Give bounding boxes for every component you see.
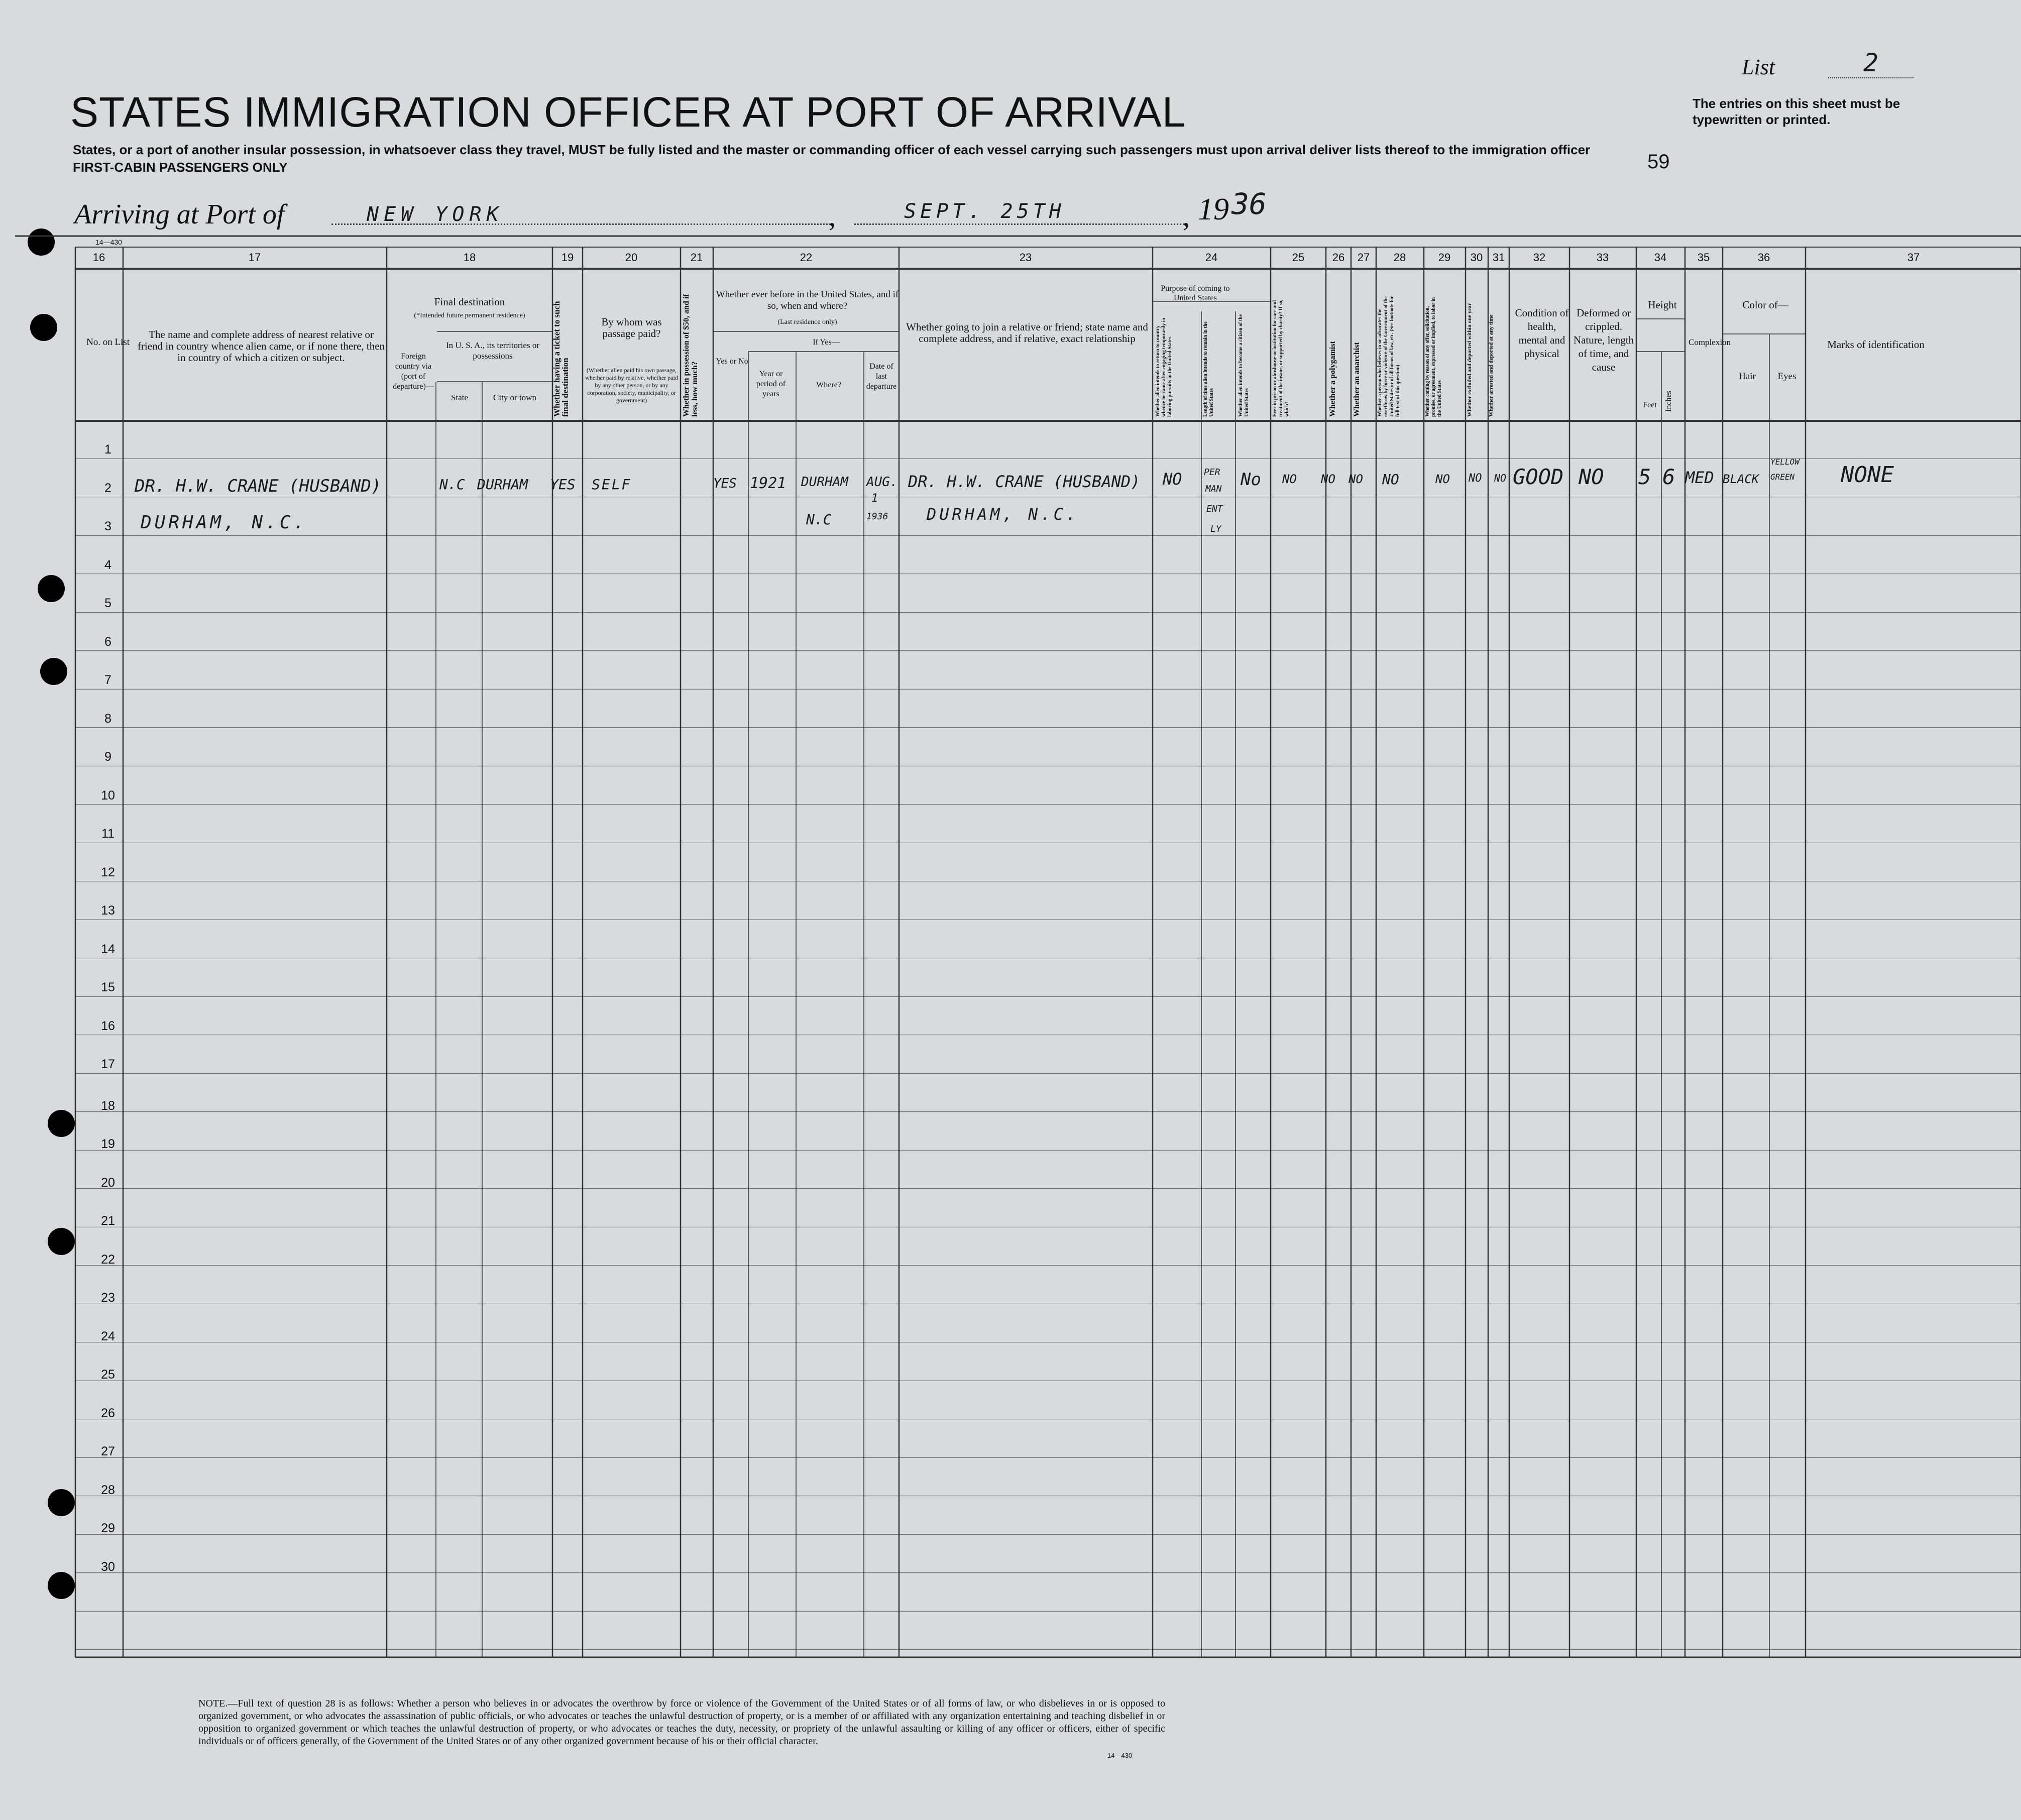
column-number: 37	[1907, 251, 1920, 264]
column-number: 35	[1697, 251, 1710, 264]
entry-return-intent: NO	[1163, 470, 1182, 489]
header-nearest-relative: The name and complete address of nearest relative or friend in country whence alien came, or if none there, then in country of which a citizen or subject.	[137, 328, 385, 364]
header-q30: Whether excluded and deported within one year	[1467, 303, 1473, 417]
header-possession-50: Whether in possession of $50, and if less, how much?	[682, 294, 699, 417]
row-number: 13	[101, 903, 115, 918]
row-number: 22	[101, 1252, 115, 1267]
entry-anarchist: NO	[1349, 472, 1363, 486]
list-number: 2	[1828, 48, 1914, 78]
header-foreign-country: Foreign country via (port of departure)—	[393, 352, 434, 391]
row-number: 15	[101, 980, 115, 994]
arriving-comma: ,	[1183, 201, 1190, 233]
header-by-whom: By whom was passage paid?	[601, 316, 662, 339]
row-number: 19	[101, 1137, 115, 1151]
arriving-date: SEPT. 25TH	[904, 200, 1065, 223]
entry-eyes-line2: GREEN	[1770, 472, 1795, 482]
entry-deformed: NO	[1579, 465, 1604, 489]
entry-marks: NONE	[1841, 462, 1894, 488]
header-ticket: Whether having a ticket to such final destination	[552, 301, 570, 417]
column-number: 19	[561, 251, 574, 264]
form-code: 14—430	[95, 238, 122, 246]
header-purpose-b: Length of time alien intends to remain in the United States	[1203, 321, 1214, 417]
header-anarchist: Whether an anarchist	[1353, 342, 1361, 417]
column-number: 24	[1205, 251, 1218, 264]
entry-where-line2: N.C	[806, 511, 832, 528]
header-ever-before: Whether ever before in the United States, and if so, when and where?	[716, 289, 899, 311]
row-number: 16	[101, 1018, 115, 1033]
column-number: 36	[1757, 251, 1770, 264]
entry-date-line2: 1	[871, 492, 878, 505]
header-final-destination: Final destination	[434, 296, 505, 308]
column-number: 28	[1393, 251, 1406, 264]
column-number: 22	[800, 251, 813, 264]
column-number: 29	[1438, 251, 1451, 264]
header-year-period: Year or period of years	[756, 370, 786, 398]
row-number: 3	[104, 519, 111, 533]
footnote: NOTE.—Full text of question 28 is as follows: Whether a person who believes in or advocates the overthrow by force or violence of the Government of the United States or of all forms of law, or who disbelieves in or is opposed to organized government, or who advocates the assassination of public officials, or who advocates or teaches the unlawful destruction of property, or is a member of or affiliated with any organization entertaining and teaching disbelief in or opposition to organized government or which teaches the unlawful destruction of property, or who advocates or teaches the duty, necessity, or propriety of the unlawful assaulting or killing of any officer or officers, either of specific individuals or of officers generally, of the Government of the United States or of any other organized government because of his or their official character.	[198, 1698, 1165, 1747]
header-deformed: Deformed or crippled. Nature, length of time, and cause	[1573, 307, 1634, 373]
entry-eyes-line1: YELLOW	[1770, 457, 1800, 467]
typewriter-instruction: The entries on this sheet must be typewritten or printed.	[1693, 96, 1900, 127]
header-q28: Whether a person who believes in or advocates the overthrow by force or violence of the Government of the United States or of all forms of law, etc. (See footnote for full text of this question)	[1377, 296, 1401, 417]
passenger-class: FIRST-CABIN PASSENGERS ONLY	[73, 160, 288, 175]
header-no-on-list: No. on List	[86, 337, 130, 348]
entry-year: 1921	[750, 475, 787, 492]
row-number: 26	[101, 1406, 115, 1420]
column-number: 23	[1019, 251, 1032, 264]
row-number: 23	[101, 1291, 115, 1305]
header-marks: Marks of identification	[1827, 338, 1925, 351]
footnote-code: 14—430	[1107, 1752, 1133, 1759]
entry-length-line2: MAN	[1205, 484, 1222, 494]
entry-complexion: MED	[1685, 468, 1714, 487]
entry-city: DURHAM	[477, 476, 528, 493]
row-number: 21	[101, 1214, 115, 1228]
header-in-usa: In U. S. A., its territories or possessions	[445, 340, 540, 361]
column-number: 32	[1533, 251, 1546, 264]
entry-join-line2: DURHAM, N.C.	[927, 505, 1079, 524]
column-number: 31	[1492, 251, 1505, 264]
header-where: Where?	[816, 381, 841, 389]
entry-length-line4: LY	[1210, 524, 1221, 534]
row-number: 27	[101, 1444, 115, 1458]
header-prison: Ever in prison or almshouse or institution for care and treatment of the insane, or supported by charity? If so, which?	[1272, 299, 1290, 417]
entry-length-line3: ENT	[1206, 504, 1223, 514]
row-number: 30	[101, 1559, 115, 1574]
header-q31: Whether arrested and deported at any time	[1488, 314, 1494, 417]
entry-paid-by: SELF	[592, 476, 632, 493]
entry-q28: NO	[1382, 471, 1399, 488]
row-number: 11	[101, 827, 115, 841]
entry-state: N.C	[439, 476, 465, 493]
entry-hair: BLACK	[1723, 472, 1759, 486]
row-number: 7	[104, 673, 111, 687]
entry-relative-line2: DURHAM, N.C.	[141, 512, 308, 533]
header-inches: Inches	[1664, 391, 1673, 412]
column-number: 25	[1292, 251, 1305, 264]
sheet-number: 59	[1647, 151, 1670, 173]
row-number: 20	[101, 1175, 115, 1190]
header-q29: Whether coming by reason of any offer, solicitation, promise, or agreement, expressed or implied, to labor in the United States	[1425, 297, 1442, 417]
header-health: Condition of health, mental and physical	[1515, 307, 1569, 360]
column-number: 27	[1357, 251, 1370, 264]
column-number: 34	[1654, 251, 1667, 264]
header-height: Height	[1648, 299, 1677, 311]
column-number: 17	[248, 251, 261, 264]
form-subtitle: States, or a port of another insular possession, in whatsoever class they travel, MUST be fully listed and the master or commanding officer of each vessel carrying such passengers must upon arrival deliver lists thereof to the immigration officer	[73, 142, 1591, 157]
entry-join-line1: DR. H.W. CRANE (HUSBAND)	[908, 472, 1141, 491]
column-number: 20	[625, 251, 638, 264]
header-state: State	[451, 393, 468, 402]
column-number: 21	[690, 251, 703, 264]
list-label: List	[1742, 55, 1775, 79]
row-number: 28	[101, 1483, 115, 1497]
header-complexion: Complexion	[1689, 337, 1731, 347]
row-number: 9	[104, 750, 111, 764]
entry-q29: NO	[1435, 472, 1450, 486]
column-number: 30	[1470, 251, 1483, 264]
row-number: 12	[101, 865, 115, 879]
header-city: City or town	[493, 393, 536, 402]
header-color-of: Color of—	[1742, 299, 1788, 311]
row-number: 5	[104, 596, 111, 610]
header-by-whom-note: (Whether alien paid his own passage, whether paid by relative, whether paid by any other person, or by any corporation, society, municipality, or government)	[585, 367, 678, 404]
header-hair: Hair	[1739, 371, 1756, 382]
arriving-port: NEW YORK	[367, 203, 504, 226]
entry-inches: 6	[1662, 465, 1675, 489]
row-number: 1	[104, 442, 111, 457]
row-number: 14	[101, 942, 115, 956]
entry-citizen-intent: No	[1241, 470, 1261, 490]
entry-date-line3: 1936	[866, 511, 888, 522]
row-number: 24	[101, 1329, 115, 1343]
row-number: 10	[101, 788, 115, 803]
entry-health: GOOD	[1513, 465, 1564, 489]
entry-polygamist: NO	[1321, 472, 1335, 486]
row-number: 29	[101, 1521, 115, 1535]
row-number: 2	[104, 481, 111, 495]
header-final-destination-note: (*Intended future permanent residence)	[414, 312, 525, 319]
row-number: 25	[101, 1368, 115, 1382]
entry-prison: NO	[1282, 472, 1297, 486]
header-purpose-a: Whether alien intends to return to country whence he came after engaging temporarily in laboring pursuits in the United States	[1155, 318, 1173, 417]
header-if-yes: If Yes—	[813, 338, 840, 347]
arriving-year-prefix: 19	[1198, 192, 1229, 226]
entry-q30: NO	[1469, 472, 1482, 485]
form-title: STATES IMMIGRATION OFFICER AT PORT OF ARRIVAL	[70, 88, 1186, 136]
column-number: 33	[1596, 251, 1609, 264]
header-join-relative: Whether going to join a relative or friend; state name and complete address, and if relative, exact relationship	[906, 321, 1148, 345]
header-feet: Feet	[1643, 401, 1657, 409]
arriving-comma: ,	[829, 201, 836, 233]
header-purpose-c: Whether alien intends to become a citizen of the United States	[1238, 314, 1250, 417]
row-number: 4	[104, 557, 111, 572]
header-ever-before-note: (Last residence only)	[777, 318, 837, 326]
row-number: 17	[101, 1057, 115, 1071]
row-number: 6	[104, 634, 111, 649]
header-polygamist: Whether a polygamist	[1328, 341, 1337, 417]
arriving-year-suffix: 36	[1231, 187, 1267, 221]
entry-been-before: YES	[713, 476, 737, 491]
entry-length-line1: PER	[1204, 467, 1220, 478]
row-number: 18	[101, 1098, 115, 1113]
entry-ticket: YES	[550, 476, 576, 493]
header-date-last-departure: Date of last departure	[866, 362, 897, 391]
header-purpose: Purpose of coming to United States	[1161, 284, 1230, 302]
column-number: 26	[1332, 251, 1345, 264]
column-number: 16	[92, 251, 105, 264]
header-eyes: Eyes	[1777, 371, 1797, 382]
entry-relative-line1: DR. H.W. CRANE (HUSBAND)	[135, 476, 382, 496]
arriving-label: Arriving at Port of	[74, 199, 285, 230]
header-yes-or-no: Yes or No	[716, 357, 748, 366]
entry-q31: NO	[1494, 472, 1507, 484]
entry-where-line1: DURHAM	[801, 475, 848, 490]
entry-feet: 5	[1638, 465, 1651, 489]
row-number: 8	[104, 711, 111, 726]
entry-date-line1: AUG.	[866, 475, 898, 490]
column-number: 18	[463, 251, 476, 264]
